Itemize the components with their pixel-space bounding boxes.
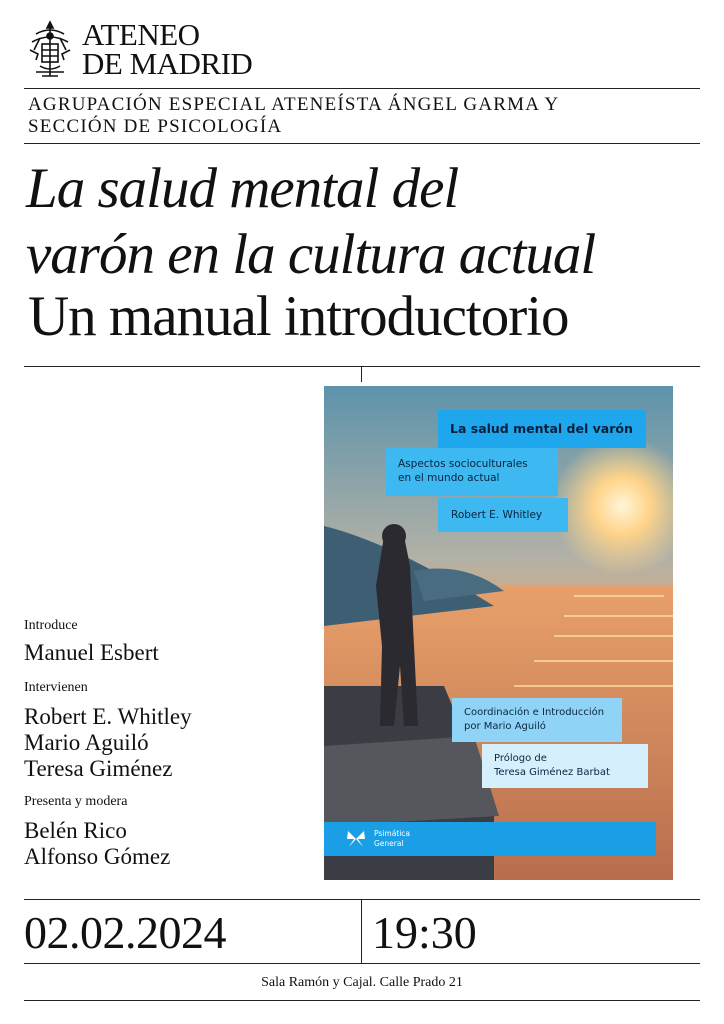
event-date: 02.02.2024 [24, 907, 226, 958]
book-author: Robert E. Whitley [438, 498, 568, 532]
title-line1: La salud mental del [26, 157, 459, 220]
divider-tick [361, 366, 362, 382]
ateneo-crest-icon [26, 20, 74, 80]
prologo-line1: Prólogo de [494, 753, 547, 764]
event-title [26, 156, 716, 288]
speaker-name: Teresa Giménez [24, 756, 173, 781]
title-divider [24, 366, 700, 367]
introduce-label: Introduce [24, 618, 78, 633]
footer-divider-top [24, 899, 700, 900]
book-title: La salud mental del varón [438, 410, 646, 448]
speaker-name: Mario Aguiló [24, 730, 149, 755]
organizer-subtitle [28, 94, 708, 138]
brand-name [82, 17, 253, 81]
publisher-name: Psimática [374, 829, 411, 838]
footer-divider-bottom [24, 1000, 700, 1001]
moderator-name: Belén Rico [24, 818, 127, 843]
intervienen-label: Intervienen [24, 680, 88, 695]
speaker-name: Robert E. Whitley [24, 704, 192, 729]
publisher-collection: General [374, 839, 404, 848]
book-coordination [452, 698, 622, 742]
event-venue: Sala Ramón y Cajal. Calle Prado 21 [261, 975, 463, 990]
brand-line2: DE MADRID [82, 46, 253, 81]
event-time: 19:30 [372, 907, 477, 958]
coord-line2: por Mario Aguiló [464, 721, 546, 732]
publisher-label [374, 829, 410, 849]
prologo-line2: Teresa Giménez Barbat [494, 767, 610, 778]
footer-divider-mid [24, 963, 700, 964]
book-subtitle-line1: Aspectos socioculturales [398, 458, 528, 470]
book-prologue [482, 744, 648, 788]
moderator-name: Alfonso Gómez [24, 844, 171, 869]
subtitle-line2: SECCIÓN DE PSICOLOGÍA [28, 116, 283, 137]
event-subtitle: Un manual introductorio [28, 285, 569, 348]
publisher-band [324, 822, 656, 856]
subtitle-divider [24, 143, 700, 144]
people-list [24, 618, 192, 870]
title-line2: varón en la cultura actual [26, 223, 596, 286]
introduce-name: Manuel Esbert [24, 640, 159, 665]
book-subtitle-line2: en el mundo actual [398, 472, 500, 484]
coord-line1: Coordinación e Introducción [464, 707, 605, 718]
butterfly-icon [346, 830, 366, 848]
subtitle-line1: AGRUPACIÓN ESPECIAL ATENEÍSTA ÁNGEL GARMA Y [28, 94, 560, 115]
date-time-separator [361, 899, 362, 963]
header-divider [24, 88, 700, 89]
book-cover [324, 386, 673, 880]
book-subtitle [386, 448, 558, 496]
presenta-label: Presenta y modera [24, 794, 128, 809]
brand-line1: ATENEO [82, 17, 200, 52]
